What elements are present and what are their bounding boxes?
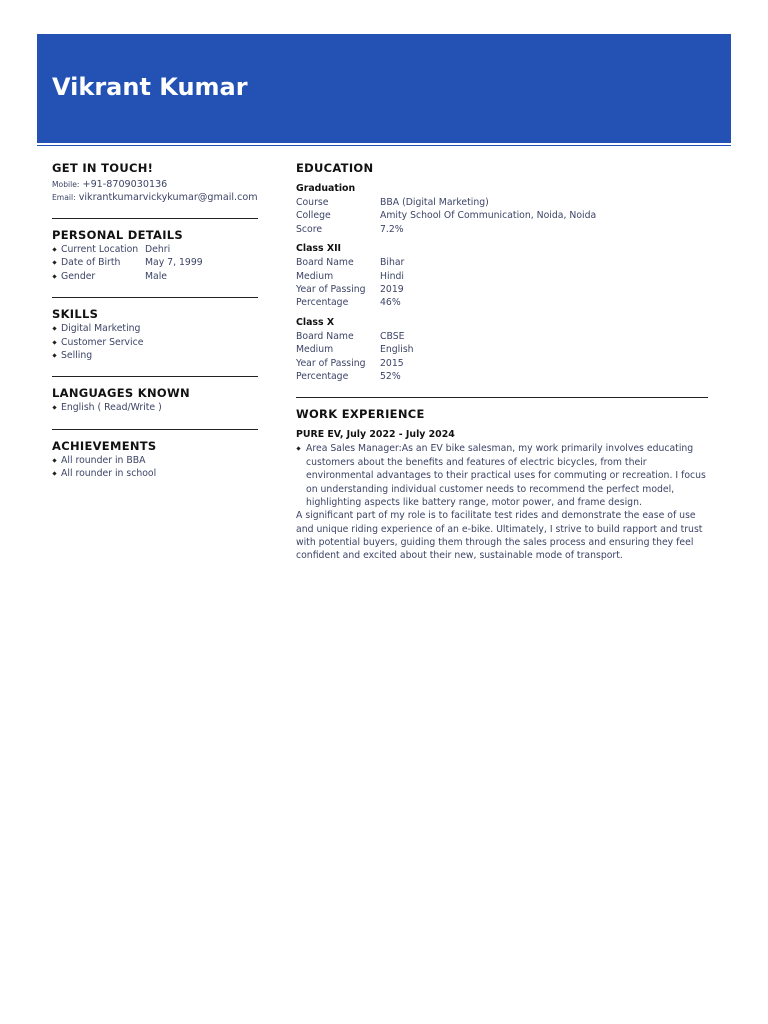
list-item xyxy=(52,256,258,269)
education-row xyxy=(296,270,709,283)
languages-list xyxy=(52,401,258,414)
graduation-heading: Graduation xyxy=(296,183,356,194)
field-value: 52% xyxy=(380,371,401,383)
email-line xyxy=(52,191,258,204)
list-item xyxy=(52,270,258,283)
field-value: BBA (Digital Marketing) xyxy=(380,197,489,208)
achievements-heading: ACHIEVEMENTS xyxy=(52,438,157,453)
candidate-name: Vikrant Kumar xyxy=(52,73,248,101)
class-x-heading: Class X xyxy=(296,316,335,328)
education-row xyxy=(296,357,709,370)
field-label: Medium xyxy=(296,270,334,282)
personal-detail-label: Date of Birth xyxy=(61,257,121,269)
personal-details-heading: PERSONAL DETAILS xyxy=(52,228,183,242)
list-item xyxy=(52,243,258,256)
job-description: Area Sales Manager:As an EV bike salesman, my work primarily involves educating customers about the benefits and features of electric bicycles, from their environmental advantages to their practical uses for commuting or recreation. I focus on understanding individual customer needs to recommend the perfect model, highlighting aspects like battery range, motor power, and frame design. xyxy=(296,442,709,509)
list-item: All rounder in school xyxy=(52,467,258,480)
field-label: Board Name xyxy=(296,257,354,269)
skills-list xyxy=(52,322,258,362)
field-value: 7.2% xyxy=(380,223,404,235)
languages-section xyxy=(52,385,258,414)
personal-detail-value: May 7, 1999 xyxy=(145,257,203,269)
list-item: English ( Read/Write ) xyxy=(52,401,258,414)
achievements-list xyxy=(52,454,258,481)
education-row xyxy=(296,343,709,356)
field-label: Medium xyxy=(296,344,334,356)
field-label: Year of Passing xyxy=(296,284,366,296)
education-row xyxy=(296,370,709,383)
education-row xyxy=(296,209,709,222)
personal-details-list xyxy=(52,243,258,283)
field-value: 2015 xyxy=(380,357,404,369)
field-value: Bihar xyxy=(380,257,405,269)
mobile-value: +91-8709030136 xyxy=(82,179,168,190)
field-value: Amity School Of Communication, Noida, Noida xyxy=(380,210,597,222)
class-xii-heading: Class XII xyxy=(296,243,342,255)
job-title: PURE EV, July 2022 - July 2024 xyxy=(296,429,455,441)
education-section xyxy=(296,160,709,383)
field-label: Score xyxy=(296,223,323,235)
education-row xyxy=(296,330,709,343)
mobile-line xyxy=(52,178,258,191)
list-item: Selling xyxy=(52,349,258,362)
education-row xyxy=(296,283,709,296)
personal-details-section xyxy=(52,227,258,283)
left-column xyxy=(52,160,258,481)
personal-detail-label: Gender xyxy=(61,270,96,282)
header-banner xyxy=(37,34,731,143)
mobile-label: Mobile: xyxy=(52,180,80,189)
field-label: Percentage xyxy=(296,371,349,383)
personal-detail-value: Dehri xyxy=(145,244,171,255)
personal-detail-label: Current Location xyxy=(61,244,139,255)
list-item: Digital Marketing xyxy=(52,322,258,335)
right-column xyxy=(296,160,709,563)
work-experience-section xyxy=(296,406,709,562)
field-label: Year of Passing xyxy=(296,357,366,369)
skills-section xyxy=(52,306,258,362)
list-item: Customer Service xyxy=(52,336,258,349)
field-label: Board Name xyxy=(296,330,354,342)
skills-heading: SKILLS xyxy=(52,307,99,322)
email-label: Email: xyxy=(52,193,76,202)
field-value: Hindi xyxy=(380,270,404,282)
field-label: Percentage xyxy=(296,297,349,309)
field-label: College xyxy=(296,210,331,222)
personal-detail-value: Male xyxy=(145,270,168,282)
achievements-section xyxy=(52,438,258,481)
contact-heading: GET IN TOUCH! xyxy=(52,161,154,175)
work-experience-heading: WORK EXPERIENCE xyxy=(296,407,425,422)
education-row xyxy=(296,196,709,209)
field-label: Course xyxy=(296,197,329,208)
education-row xyxy=(296,256,709,269)
job-description-continued: A significant part of my role is to facilitate test rides and demonstrate the ease of use and unique riding experience of an e-bike. Ultimately, I strive to build rapport and trust with potential buyers, guiding them through the sales process and ensuring they feel confident and excited about their new, sustainable mode of transport. xyxy=(296,510,703,562)
list-item: All rounder in BBA xyxy=(52,454,258,467)
email-value[interactable]: vikrantkumarvickykumar@gmail.com xyxy=(78,192,258,203)
header-underline xyxy=(37,145,731,146)
education-heading: EDUCATION xyxy=(296,161,374,175)
education-row xyxy=(296,296,709,309)
contact-section xyxy=(52,160,258,204)
field-value: 46% xyxy=(380,297,401,309)
field-value: English xyxy=(380,344,414,356)
field-value: CBSE xyxy=(380,330,405,342)
education-row xyxy=(296,223,709,236)
languages-heading: LANGUAGES KNOWN xyxy=(52,386,190,401)
field-value: 2019 xyxy=(380,284,404,296)
